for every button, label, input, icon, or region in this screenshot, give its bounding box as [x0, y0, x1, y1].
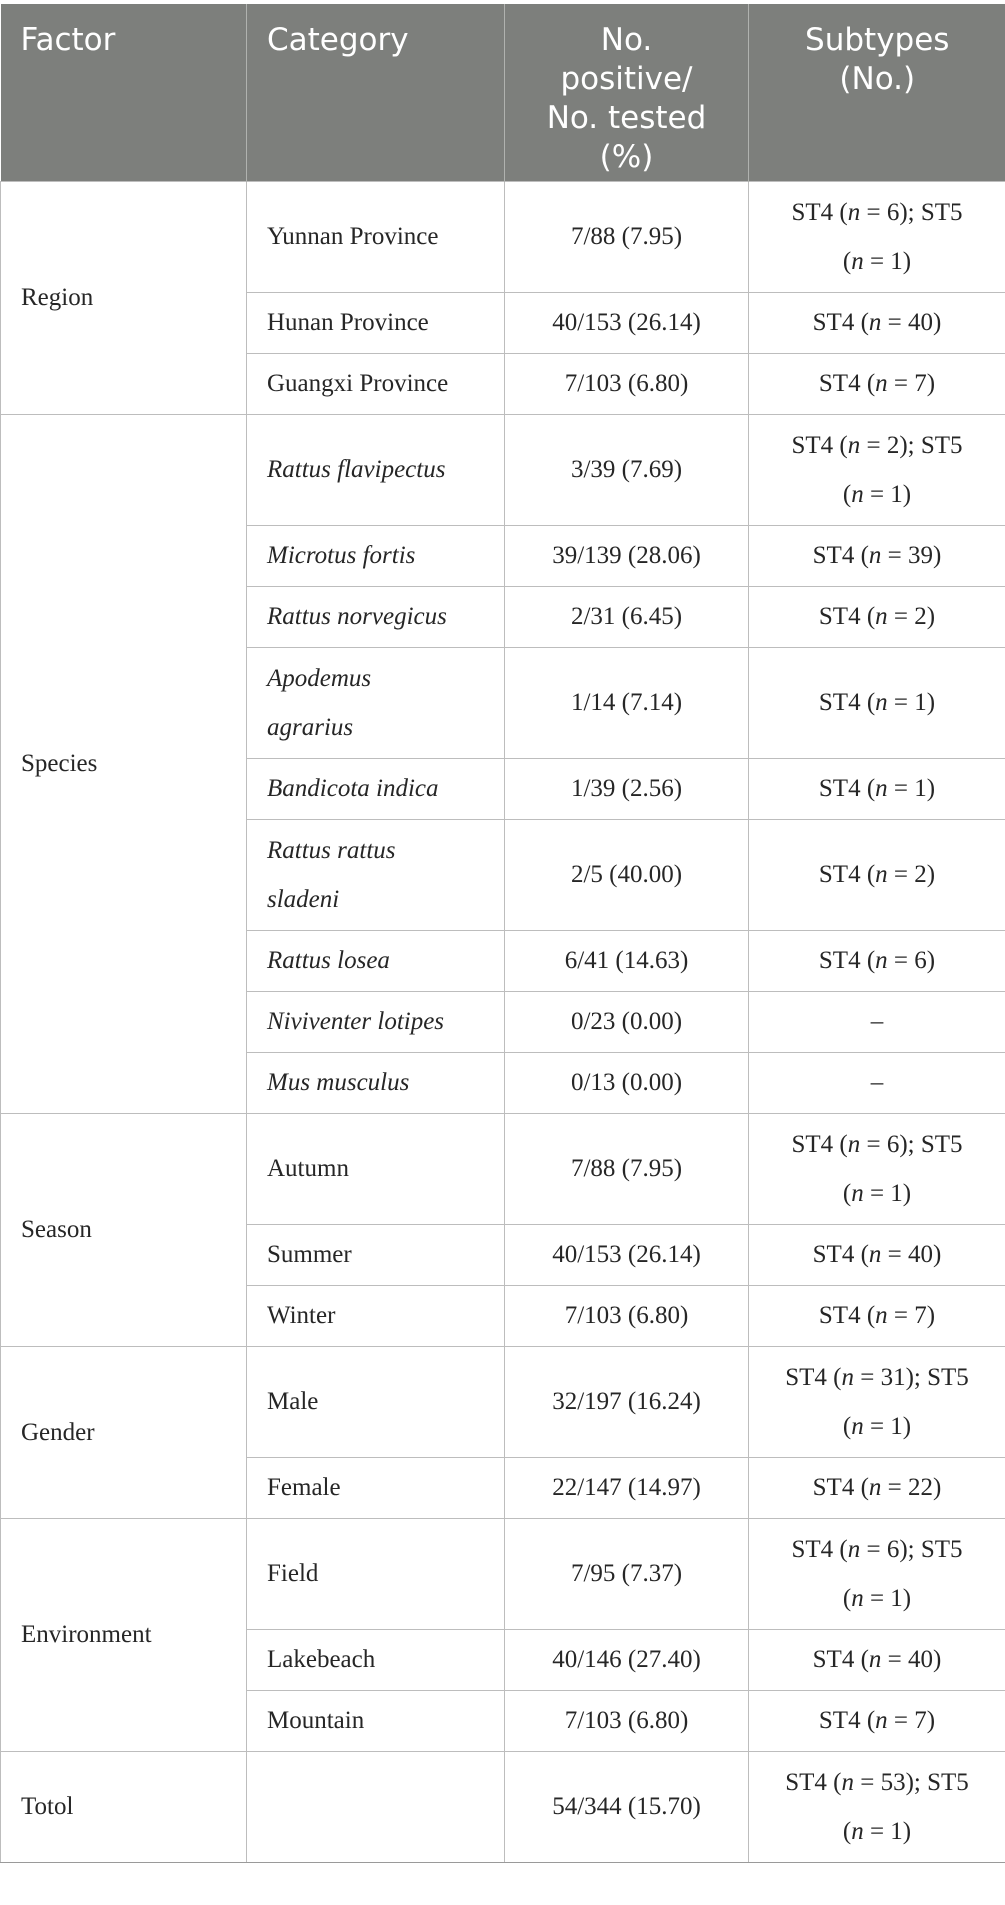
n-symbol: n — [841, 1768, 854, 1796]
header-subtypes — [749, 4, 1005, 181]
n-symbol: n — [841, 1363, 854, 1391]
category-line: Apodemus — [267, 664, 372, 692]
category-cell: Male — [247, 1346, 505, 1457]
factor-region: Region — [1, 181, 247, 414]
table-row — [1, 181, 1005, 292]
category-line: Rattus rattus — [267, 836, 396, 864]
subtype-text: = 31); ST5 — [853, 1363, 969, 1391]
n-symbol: n — [868, 309, 882, 336]
subtype-text: = 7) — [887, 1707, 936, 1734]
subtype-text: ST4 ( — [791, 1535, 848, 1563]
table-row — [1, 1346, 1005, 1457]
subtypes-cell — [749, 930, 1005, 991]
subtypes-cell — [749, 353, 1005, 414]
subtypes-cell — [749, 1346, 1005, 1457]
table-row — [1, 1113, 1005, 1224]
subtypes-cell — [749, 1629, 1005, 1690]
subtype-text: = 2); ST5 — [860, 431, 963, 459]
subtype-text: = 1) — [863, 1817, 912, 1845]
table-row — [1, 1518, 1005, 1629]
subtype-text: = 2) — [887, 861, 936, 888]
category-cell: Rattus losea — [247, 930, 505, 991]
subtype-text: = 1) — [863, 1412, 912, 1440]
subtypes-cell — [749, 1285, 1005, 1346]
n-symbol: n — [847, 1535, 861, 1563]
subtypes-cell — [749, 292, 1005, 353]
positive-cell: 7/88 (7.95) — [505, 1113, 749, 1224]
n-symbol: n — [875, 689, 888, 716]
subtype-text: = 40) — [881, 309, 942, 336]
n-symbol: n — [851, 1412, 864, 1440]
subtypes-cell — [749, 414, 1005, 525]
subtype-text: ST4 ( — [818, 370, 876, 397]
positive-cell: 0/23 (0.00) — [505, 991, 749, 1052]
n-symbol: n — [868, 1646, 882, 1673]
category-line: sladeni — [267, 885, 340, 913]
subtypes-cell — [749, 647, 1005, 758]
n-symbol: n — [875, 775, 888, 802]
header-positive-l1: No. — [600, 22, 653, 58]
factor-species: Species — [1, 414, 247, 1113]
n-symbol: n — [851, 1584, 864, 1612]
header-positive-l2: positive/ — [560, 61, 693, 97]
n-symbol: n — [868, 542, 882, 569]
header-positive-l4: (%) — [599, 139, 654, 175]
subtype-text: ST4 ( — [791, 1130, 848, 1158]
subtypes-cell: – — [749, 991, 1005, 1052]
results-table — [0, 4, 1005, 1863]
positive-cell: 6/41 (14.63) — [505, 930, 749, 991]
subtype-text: = 2) — [887, 603, 936, 630]
subtypes-cell: – — [749, 1052, 1005, 1113]
header-positive-l3: No. tested — [546, 100, 707, 136]
subtype-text: ST4 ( — [812, 1646, 869, 1673]
positive-cell: 40/153 (26.14) — [505, 292, 749, 353]
category-cell: Rattus flavipectus — [247, 414, 505, 525]
positive-cell: 7/95 (7.37) — [505, 1518, 749, 1629]
positive-cell: 54/344 (15.70) — [505, 1751, 749, 1862]
subtype-text: ST4 ( — [818, 603, 876, 630]
header-subtypes-l1: Subtypes — [805, 22, 950, 58]
category-cell: Mus musculus — [247, 1052, 505, 1113]
subtype-text: ( — [842, 247, 852, 275]
n-symbol: n — [851, 1179, 864, 1207]
subtype-text: = 6); ST5 — [860, 1130, 963, 1158]
n-symbol: n — [875, 370, 888, 397]
positive-cell: 1/14 (7.14) — [505, 647, 749, 758]
positive-cell: 7/103 (6.80) — [505, 1285, 749, 1346]
positive-cell: 32/197 (16.24) — [505, 1346, 749, 1457]
subtype-text: = 40) — [881, 1646, 942, 1673]
subtype-text: ST4 ( — [818, 947, 876, 974]
subtype-text: ST4 ( — [818, 1707, 876, 1734]
category-cell: Yunnan Province — [247, 181, 505, 292]
subtype-text: ST4 ( — [791, 198, 848, 226]
n-symbol: n — [875, 861, 888, 888]
table-row — [1, 414, 1005, 525]
factor-environment: Environment — [1, 1518, 247, 1751]
category-cell: Bandicota indica — [247, 758, 505, 819]
subtype-text: ( — [842, 480, 852, 508]
subtype-text: ST4 ( — [818, 1302, 876, 1329]
positive-cell: 7/103 (6.80) — [505, 1690, 749, 1751]
n-symbol: n — [851, 1817, 864, 1845]
subtypes-cell — [749, 525, 1005, 586]
category-cell: Guangxi Province — [247, 353, 505, 414]
subtype-text: ( — [842, 1179, 852, 1207]
positive-cell: 2/31 (6.45) — [505, 586, 749, 647]
subtypes-cell — [749, 181, 1005, 292]
n-symbol: n — [875, 603, 888, 630]
category-cell — [247, 647, 505, 758]
subtype-text: ST4 ( — [812, 542, 869, 569]
subtypes-cell — [749, 758, 1005, 819]
category-cell: Lakebeach — [247, 1629, 505, 1690]
subtype-text: ST4 ( — [791, 431, 848, 459]
positive-cell: 7/103 (6.80) — [505, 353, 749, 414]
subtypes-cell — [749, 586, 1005, 647]
subtypes-cell — [749, 1751, 1005, 1862]
category-line: agrarius — [267, 713, 354, 741]
category-cell: Autumn — [247, 1113, 505, 1224]
subtype-text: ST4 ( — [812, 1241, 869, 1268]
positive-cell: 2/5 (40.00) — [505, 819, 749, 930]
header-subtypes-l2: (No.) — [839, 61, 916, 97]
category-cell: Rattus norvegicus — [247, 586, 505, 647]
subtype-text: ST4 ( — [812, 1474, 869, 1501]
n-symbol: n — [847, 198, 861, 226]
subtype-text: = 1) — [863, 480, 912, 508]
subtype-text: = 1) — [887, 689, 936, 716]
positive-cell: 3/39 (7.69) — [505, 414, 749, 525]
n-symbol: n — [875, 1707, 888, 1734]
subtype-text: = 40) — [881, 1241, 942, 1268]
n-symbol: n — [847, 1130, 861, 1158]
subtype-text: = 1) — [887, 775, 936, 802]
subtypes-cell — [749, 819, 1005, 930]
category-cell: Mountain — [247, 1690, 505, 1751]
subtypes-cell — [749, 1113, 1005, 1224]
subtype-text: ( — [842, 1584, 852, 1612]
positive-cell: 1/39 (2.56) — [505, 758, 749, 819]
subtype-text: ( — [842, 1412, 852, 1440]
subtypes-cell — [749, 1457, 1005, 1518]
n-symbol: n — [868, 1241, 882, 1268]
subtype-text: ST4 ( — [818, 775, 876, 802]
subtype-text: = 1) — [863, 1584, 912, 1612]
factor-season: Season — [1, 1113, 247, 1346]
positive-cell: 0/13 (0.00) — [505, 1052, 749, 1113]
n-symbol: n — [875, 947, 888, 974]
subtype-text: ST4 ( — [812, 309, 869, 336]
header-factor: Factor — [1, 4, 247, 181]
category-cell: Winter — [247, 1285, 505, 1346]
subtype-text: = 39) — [881, 542, 942, 569]
subtype-text: = 7) — [887, 370, 936, 397]
n-symbol: n — [868, 1474, 882, 1501]
n-symbol: n — [851, 480, 864, 508]
n-symbol: n — [851, 247, 864, 275]
subtype-text: = 1) — [863, 247, 912, 275]
subtypes-cell — [749, 1518, 1005, 1629]
positive-cell: 7/88 (7.95) — [505, 181, 749, 292]
subtype-text: = 6); ST5 — [860, 1535, 963, 1563]
header-positive — [505, 4, 749, 181]
subtype-text: ST4 ( — [785, 1363, 842, 1391]
positive-cell: 39/139 (28.06) — [505, 525, 749, 586]
category-cell: Female — [247, 1457, 505, 1518]
category-cell: Summer — [247, 1224, 505, 1285]
category-cell — [247, 1751, 505, 1862]
subtype-text: = 6) — [887, 947, 936, 974]
category-cell: Hunan Province — [247, 292, 505, 353]
n-symbol: n — [847, 431, 861, 459]
factor-total: Totol — [1, 1751, 247, 1862]
subtype-text: ST4 ( — [818, 689, 876, 716]
factor-gender: Gender — [1, 1346, 247, 1518]
subtype-text: ST4 ( — [785, 1768, 842, 1796]
subtype-text: = 22) — [881, 1474, 942, 1501]
n-symbol: n — [875, 1302, 888, 1329]
subtype-text: = 6); ST5 — [860, 198, 963, 226]
header-category: Category — [247, 4, 505, 181]
subtype-text: ST4 ( — [818, 861, 876, 888]
category-cell: Microtus fortis — [247, 525, 505, 586]
table-row-total — [1, 1751, 1005, 1862]
subtype-text: = 1) — [863, 1179, 912, 1207]
positive-cell: 40/146 (27.40) — [505, 1629, 749, 1690]
category-cell: Field — [247, 1518, 505, 1629]
subtype-text: ( — [842, 1817, 852, 1845]
subtype-text: = 7) — [887, 1302, 936, 1329]
category-cell: Niviventer lotipes — [247, 991, 505, 1052]
positive-cell: 22/147 (14.97) — [505, 1457, 749, 1518]
subtypes-cell — [749, 1224, 1005, 1285]
category-cell — [247, 819, 505, 930]
header-row — [1, 4, 1005, 181]
positive-cell: 40/153 (26.14) — [505, 1224, 749, 1285]
subtype-text: = 53); ST5 — [853, 1768, 969, 1796]
subtypes-cell — [749, 1690, 1005, 1751]
